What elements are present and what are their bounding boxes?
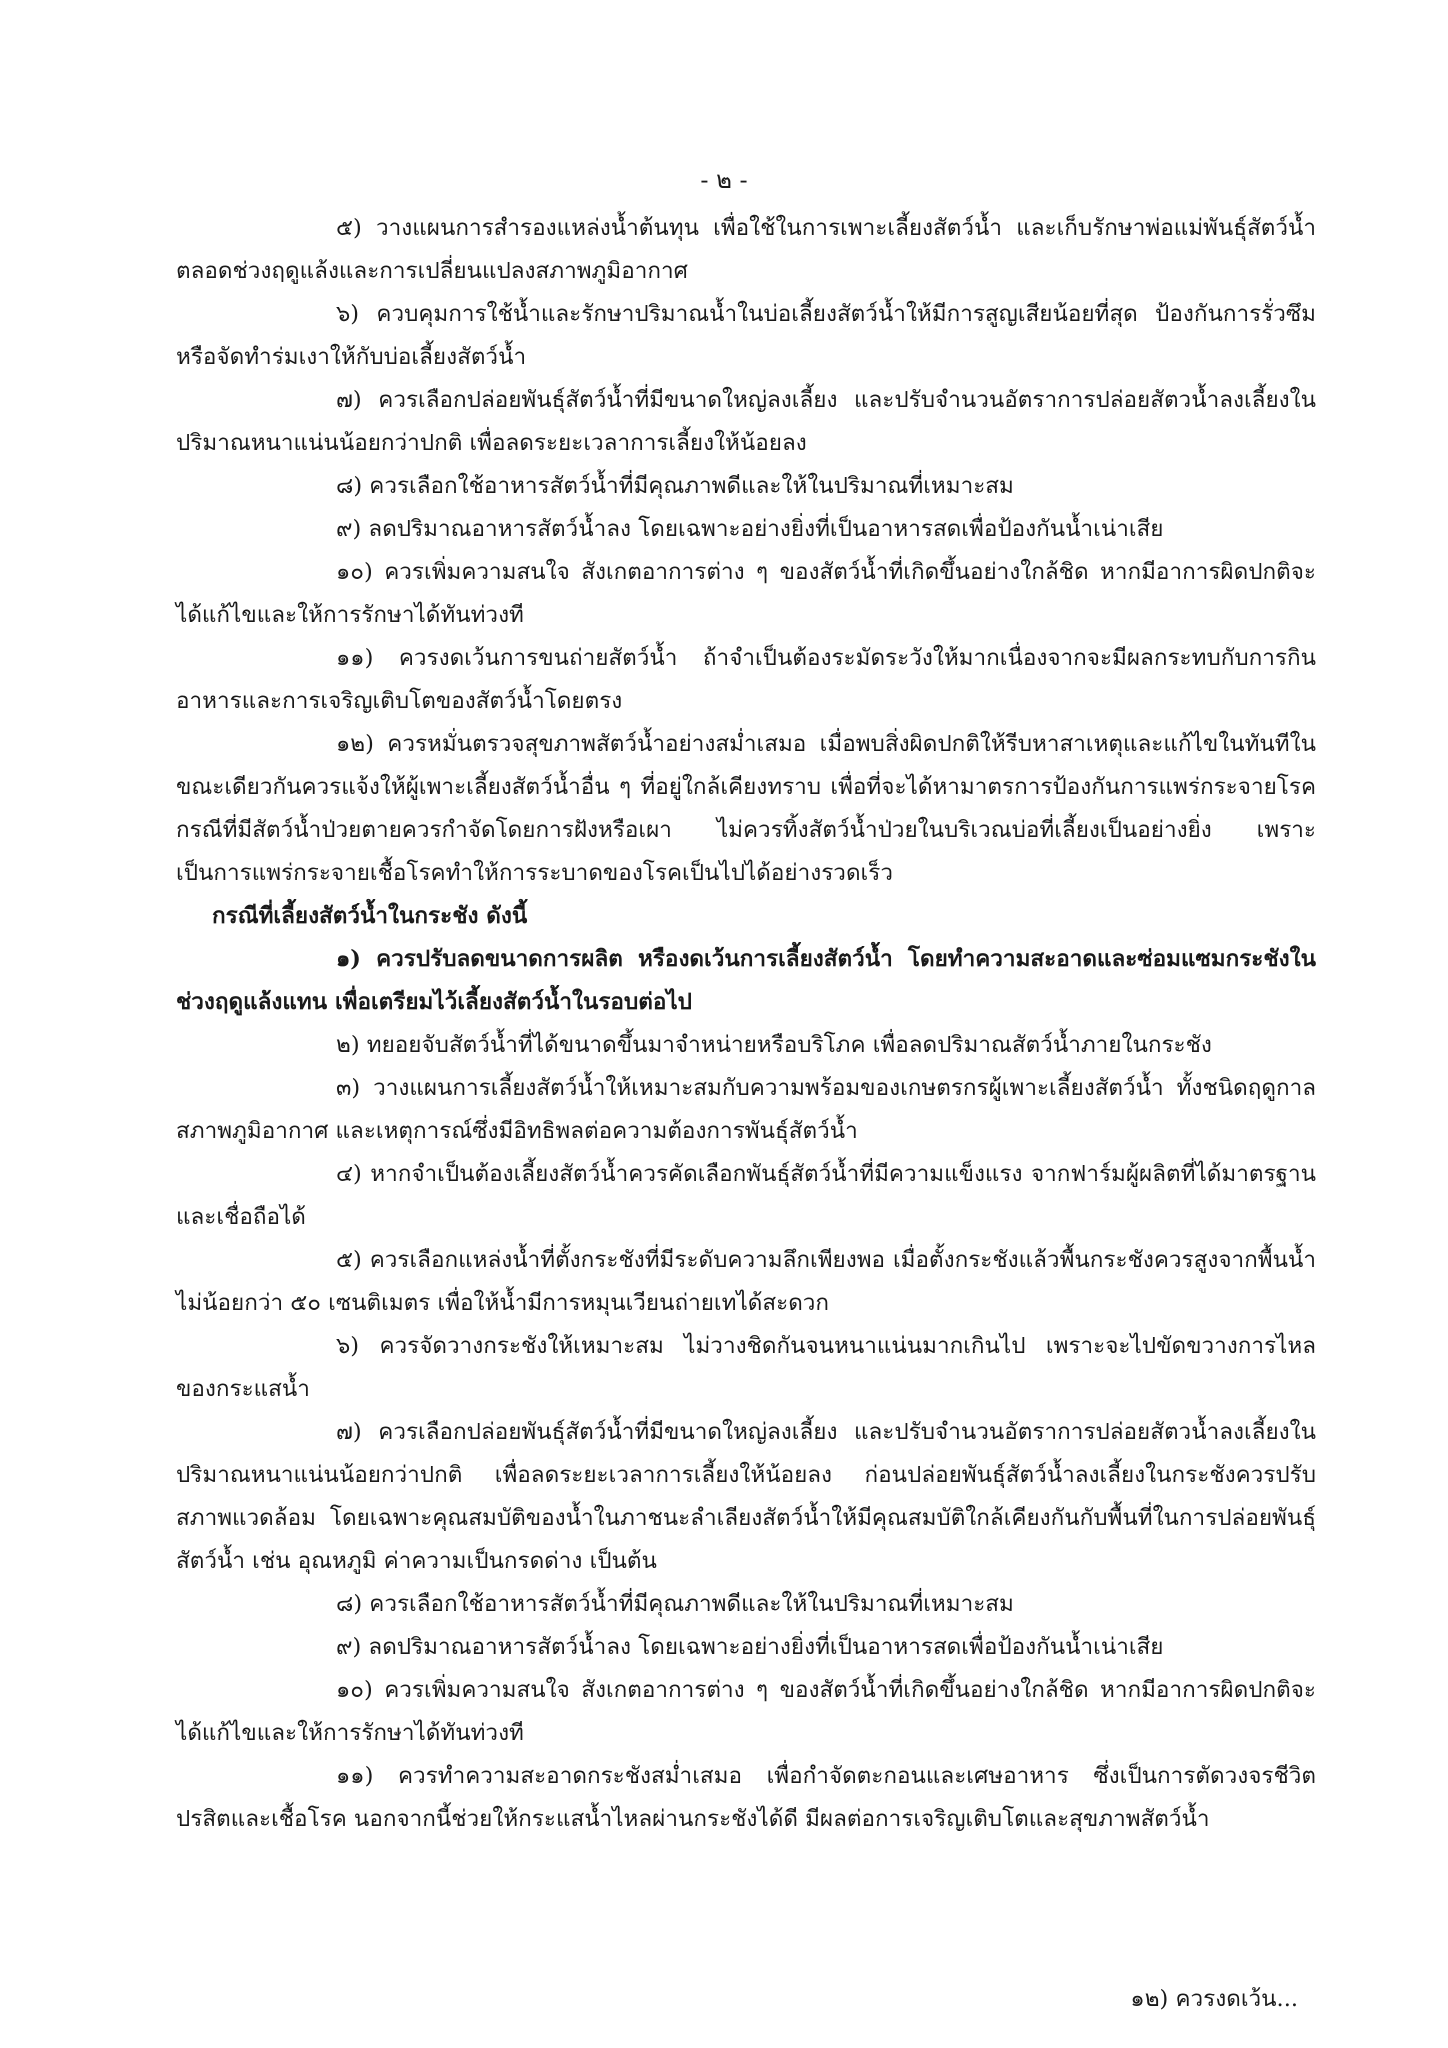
paragraph-cage-10: ๑๐) ควรเพิ่มความสนใจ สังเกตอาการต่าง ๆ ของสัตว์น้ำที่เกิดขึ้นอย่างใกล้ชิด หากมีอาการผิดปกติจะได้แก้ไขและให้การรักษาได้ทันท่วงที [176, 1677, 1316, 1746]
paragraph-cage-1: ๑) ควรปรับลดขนาดการผลิต หรืองดเว้นการเลี้ยงสัตว์น้ำ โดยทำความสะอาดและซ่อมแซมกระชังในช่วงฤดูแล้งแทน เพื่อเตรียมไว้เลี้ยงสัตว์น้ำในรอบต่อไป [176, 946, 1316, 1015]
section-heading-cage: กรณีที่เลี้ยงสัตว์น้ำในกระชัง ดังนี้ [212, 903, 528, 929]
paragraph-pond-10: ๑๐) ควรเพิ่มความสนใจ สังเกตอาการต่าง ๆ ของสัตว์น้ำที่เกิดขึ้นอย่างใกล้ชิด หากมีอาการผิดปกติจะได้แก้ไขและให้การรักษาได้ทันท่วงที [176, 559, 1316, 628]
paragraph-cage-11: ๑๑) ควรทำความสะอาดกระชังสม่ำเสมอ เพื่อกำจัดตะกอนและเศษอาหาร ซึ่งเป็นการตัดวงจรชีวิตปรสิตและเชื้อโรค นอกจากนี้ช่วยให้กระแสน้ำไหลผ่านกระชังได้ดี มีผลต่อการเจริญเติบโตและสุขภาพสัตว์น้ำ [176, 1763, 1316, 1832]
paragraph-cage-5: ๕) ควรเลือกแหล่งน้ำที่ตั้งกระชังที่มีระดับความลึกเพียงพอ เมื่อตั้งกระชังแล้วพื้นกระชังควรสูงจากพื้นน้ำไม่น้อยกว่า ๕๐ เซนติเมตร เพื่อให้น้ำมีการหมุนเวียนถ่ายเทได้สะดวก [176, 1247, 1316, 1316]
paragraph-cage-3: ๓) วางแผนการเลี้ยงสัตว์น้ำให้เหมาะสมกับความพร้อมของเกษตรกรผู้เพาะเลี้ยงสัตว์น้ำ ทั้งชนิดฤดูกาล สภาพภูมิอากาศ และเหตุการณ์ซึ่งมีอิทธิพลต่อความต้องการพันธุ์สัตว์น้ำ [176, 1075, 1316, 1144]
paragraph-pond-9: ๙) ลดปริมาณอาหารสัตว์น้ำลง โดยเฉพาะอย่างยิ่งที่เป็นอาหารสดเพื่อป้องกันน้ำเน่าเสีย [336, 516, 1164, 542]
document-body [176, 207, 1316, 1841]
paragraph-pond-12: ๑๒) ควรหมั่นตรวจสุขภาพสัตว์น้ำอย่างสม่ำเสมอ เมื่อพบสิ่งผิดปกติให้รีบหาสาเหตุและแก้ไขในทันทีในขณะเดียวกันควรแจ้งให้ผู้เพาะเลี้ยงสัตว์น้ำอื่น ๆ ที่อยู่ใกล้เคียงทราบ เพื่อที่จะได้หามาตรการป้องกันการแพร่กระจายโรค กรณีที่มีสัตว์น้ำป่วยตายควรกำจัดโดยการฝังหรือเผา ไม่ควรทิ้งสัตว์น้ำป่วยในบริเวณบ่อที่เลี้ยงเป็นอย่างยิ่ง เพราะเป็นการแพร่กระจายเชื้อโรคทำให้การระบาดของโรคเป็นไปได้อย่างรวดเร็ว [176, 731, 1316, 886]
continuation-text: ๑๒) ควรงดเว้น... [1130, 1986, 1298, 2012]
paragraph-pond-6: ๖) ควบคุมการใช้น้ำและรักษาปริมาณน้ำในบ่อเลี้ยงสัตว์น้ำให้มีการสูญเสียน้อยที่สุด ป้องกันการรั่วซึม หรือจัดทำร่มเงาให้กับบ่อเลี้ยงสัตว์น้ำ [176, 301, 1316, 370]
paragraph-cage-2: ๒) ทยอยจับสัตว์น้ำที่ได้ขนาดขึ้นมาจำหน่ายหรือบริโภค เพื่อลดปริมาณสัตว์น้ำภายในกระชัง [336, 1032, 1212, 1058]
paragraph-cage-8: ๘) ควรเลือกใช้อาหารสัตว์น้ำที่มีคุณภาพดีและให้ในปริมาณที่เหมาะสม [336, 1591, 1014, 1617]
paragraph-cage-6: ๖) ควรจัดวางกระชังให้เหมาะสม ไม่วางชิดกันจนหนาแน่นมากเกินไป เพราะจะไปขัดขวางการไหลของกระแสน้ำ [176, 1333, 1316, 1402]
paragraph-cage-4: ๔) หากจำเป็นต้องเลี้ยงสัตว์น้ำควรคัดเลือกพันธุ์สัตว์น้ำที่มีความแข็งแรง จากฟาร์มผู้ผลิตที่ได้มาตรฐานและเชื่อถือได้ [176, 1161, 1316, 1230]
paragraph-pond-8: ๘) ควรเลือกใช้อาหารสัตว์น้ำที่มีคุณภาพดีและให้ในปริมาณที่เหมาะสม [336, 473, 1014, 499]
paragraph-pond-11: ๑๑) ควรงดเว้นการขนถ่ายสัตว์น้ำ ถ้าจำเป็นต้องระมัดระวังให้มากเนื่องจากจะมีผลกระทบกับการกินอาหารและการเจริญเติบโตของสัตว์น้ำโดยตรง [176, 645, 1316, 714]
paragraph-cage-7: ๗) ควรเลือกปล่อยพันธุ์สัตว์น้ำที่มีขนาดใหญ่ลงเลี้ยง และปรับจำนวนอัตราการปล่อยสัตวน้ำลงเลี้ยงในปริมาณหนาแน่นน้อยกว่าปกติ เพื่อลดระยะเวลาการเลี้ยงให้น้อยลง ก่อนปล่อยพันธุ์สัตว์น้ำลงเลี้ยงในกระชังควรปรับสภาพแวดล้อม โดยเฉพาะคุณสมบัติของน้ำในภาชนะลำเลียงสัตว์น้ำให้มีคุณสมบัติใกล้เคียงกันกับพื้นที่ในการปล่อยพันธุ์สัตว์น้ำ เช่น อุณหภูมิ ค่าความเป็นกรดด่าง เป็นต้น [176, 1419, 1316, 1574]
paragraph-cage-9: ๙) ลดปริมาณอาหารสัตว์น้ำลง โดยเฉพาะอย่างยิ่งที่เป็นอาหารสดเพื่อป้องกันน้ำเน่าเสีย [336, 1634, 1164, 1660]
paragraph-pond-5: ๕) วางแผนการสำรองแหล่งน้ำต้นทุน เพื่อใช้ในการเพาะเลี้ยงสัตว์น้ำ และเก็บรักษาพ่อแม่พันธุ์สัตว์น้ำตลอดช่วงฤดูแล้งและการเปลี่ยนแปลงสภาพภูมิอากาศ [176, 215, 1316, 284]
page-number: - ๒ - [700, 166, 748, 194]
paragraph-pond-7: ๗) ควรเลือกปล่อยพันธุ์สัตว์น้ำที่มีขนาดใหญ่ลงเลี้ยง และปรับจำนวนอัตราการปล่อยสัตวน้ำลงเลี้ยงในปริมาณหนาแน่นน้อยกว่าปกติ เพื่อลดระยะเวลาการเลี้ยงให้น้อยลง [176, 387, 1316, 456]
